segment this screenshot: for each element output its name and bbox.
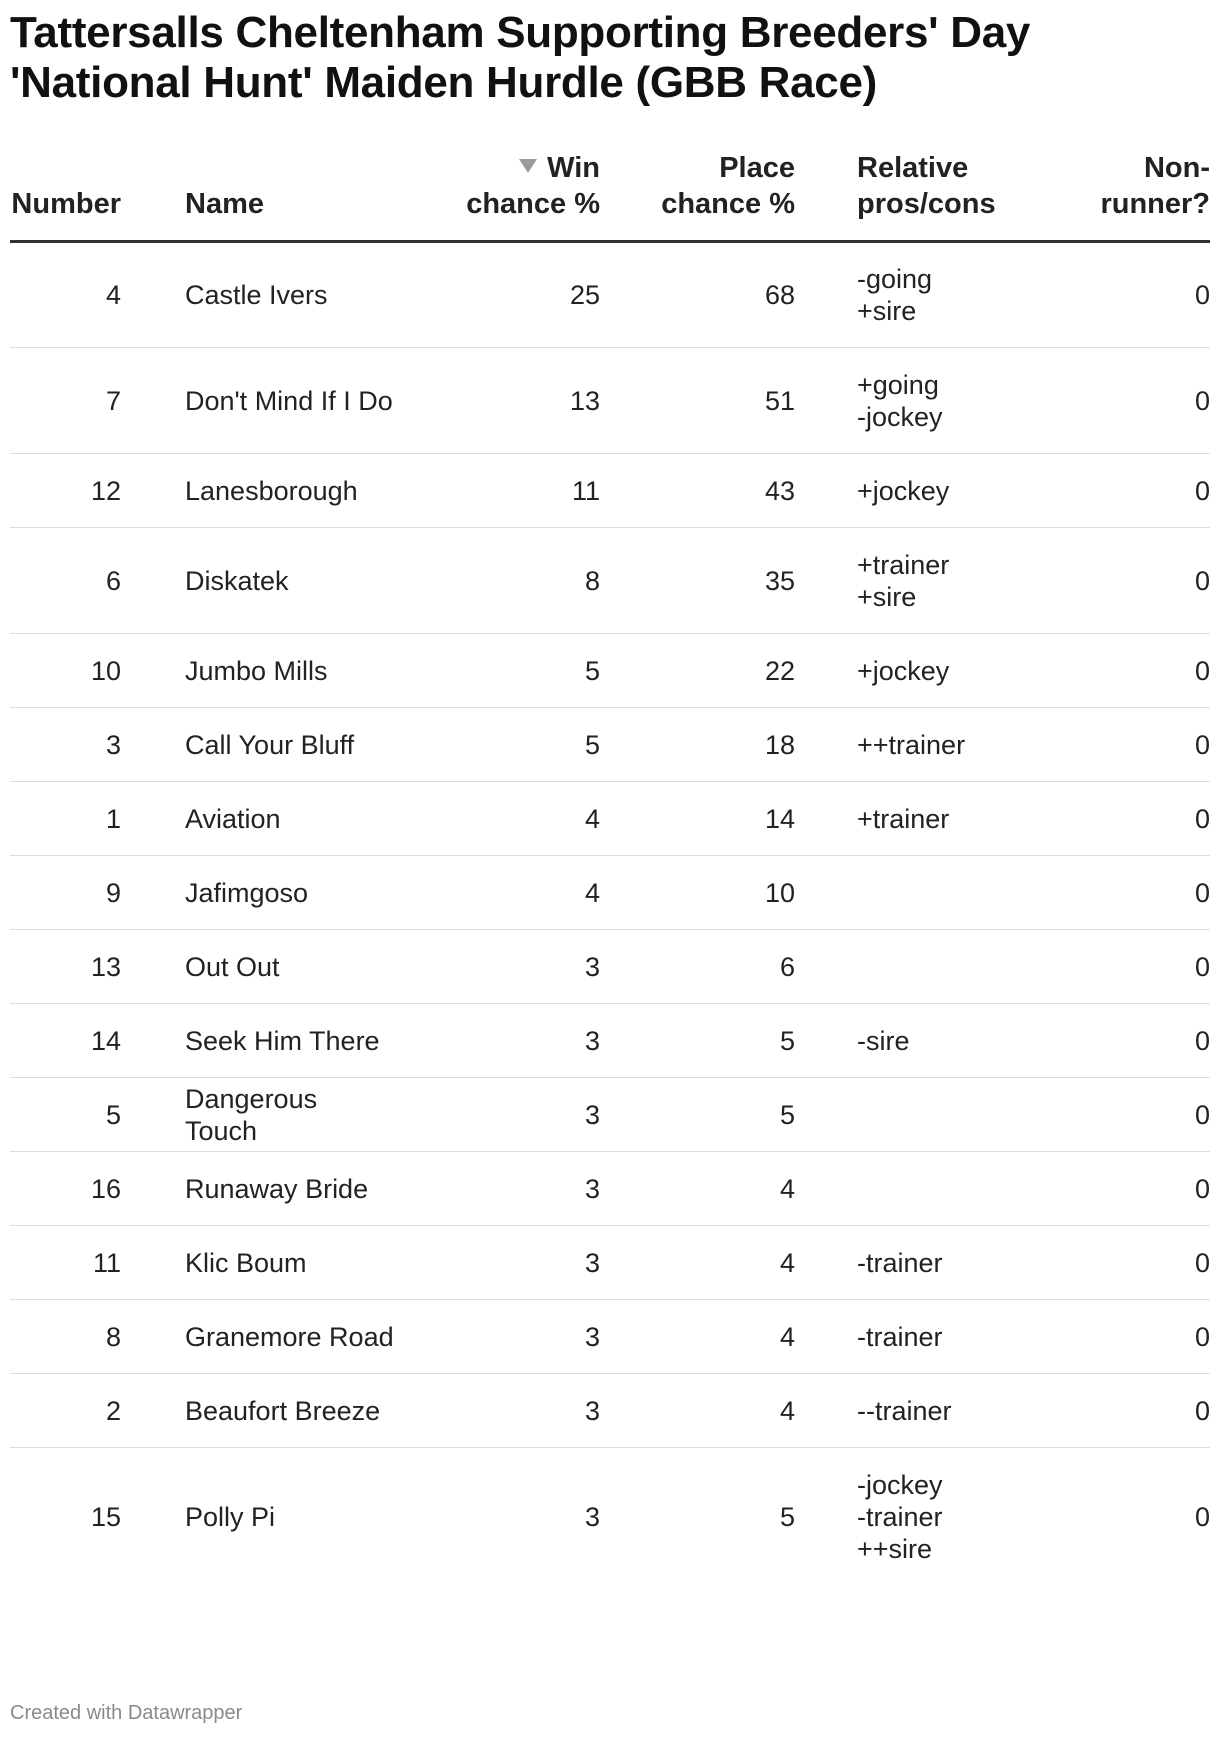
horse-name: Polly Pi [185, 1501, 276, 1532]
cell-non-runner: 0 [1025, 782, 1210, 856]
cell-name [185, 242, 400, 348]
horse-name: Don't Mind If I Do [185, 385, 393, 416]
cell-non-runner: 0 [1025, 528, 1210, 634]
cell-place-chance: 5 [779, 1501, 795, 1532]
cell-win-chance: 4 [400, 856, 600, 930]
cell-win-chance: 13 [400, 348, 600, 454]
table-row [10, 1300, 1210, 1374]
table-row [10, 782, 1210, 856]
horse-name: Granemore Road [185, 1321, 394, 1352]
cell-name [185, 1152, 400, 1226]
cell-win-chance: 3 [400, 1078, 600, 1152]
cell-name [185, 1374, 400, 1448]
horse-name: Beaufort Breeze [185, 1395, 381, 1426]
cell-non-runner: 0 [1025, 348, 1210, 454]
horse-name: Dangerous Touch [185, 1083, 318, 1146]
cell-number: 13 [10, 930, 185, 1004]
table-row [10, 930, 1210, 1004]
cell-name [185, 930, 400, 1004]
horse-name: Call Your Bluff [185, 729, 355, 760]
table-row [10, 634, 1210, 708]
data-table [10, 150, 1210, 1586]
cell-pros-cons [795, 856, 1025, 930]
cell-non-runner: 0 [1025, 454, 1210, 528]
cell-number: 7 [10, 348, 185, 454]
cell-win-chance: 3 [400, 1004, 600, 1078]
pros-cons-item: -going [857, 264, 933, 294]
horse-name: Lanesborough [185, 475, 358, 506]
cell-place-chance: 4 [600, 1152, 795, 1226]
table-row [10, 348, 1210, 454]
cell-name [185, 1078, 400, 1152]
cell-win-chance: 11 [400, 454, 600, 528]
cell-pros-cons [795, 1448, 1025, 1586]
cell-number: 11 [10, 1226, 185, 1300]
cell-pros-cons [795, 348, 1025, 454]
table-row [10, 242, 1210, 348]
cell-place-chance: 14 [600, 782, 795, 856]
cell-name [185, 1226, 400, 1300]
cell-non-runner: 0 [1025, 1152, 1210, 1226]
cell-number: 14 [10, 1004, 185, 1078]
cell-place-chance: 43 [600, 454, 795, 528]
pros-cons-item: -sire [857, 1025, 910, 1056]
cell-place-chance: 4 [600, 1300, 795, 1374]
cell-pros-cons [795, 1374, 1025, 1448]
horse-name: Castle Ivers [185, 280, 328, 310]
cell-win-chance: 3 [400, 930, 600, 1004]
cell-win-chance: 25 [400, 242, 600, 348]
cell-name [185, 1004, 400, 1078]
cell-win-chance: 4 [400, 782, 600, 856]
cell-place-chance: 10 [600, 856, 795, 930]
cell-number: 12 [10, 454, 185, 528]
cell-non-runner: 0 [1025, 242, 1210, 348]
horse-name: Aviation [185, 803, 281, 834]
cell-place-chance: 5 [600, 1004, 795, 1078]
table-row [10, 1374, 1210, 1448]
horse-name: Seek Him There [185, 1025, 380, 1056]
cell-place-chance: 51 [600, 348, 795, 454]
cell-pros-cons [795, 930, 1025, 1004]
column-header-number[interactable]: Number [10, 150, 185, 242]
cell-place-chance: 5 [600, 1078, 795, 1152]
pros-cons-item: +sire [857, 581, 917, 612]
cell-non-runner: 0 [1194, 1501, 1210, 1532]
cell-name [185, 634, 400, 708]
column-header-place-chance[interactable]: Place chance % [600, 150, 795, 242]
cell-number: 2 [10, 1374, 185, 1448]
cell-non-runner: 0 [1025, 1078, 1210, 1152]
cell-place-chance: 4 [600, 1226, 795, 1300]
chart-title: Tattersalls Cheltenham Supporting Breeders' Day 'National Hunt' Maiden Hurdle (GBB Race) [10, 8, 1031, 107]
column-header-non-runner[interactable]: Non- runner? [1025, 150, 1210, 242]
table-row [10, 1226, 1210, 1300]
horse-name: Jumbo Mills [185, 655, 328, 686]
cell-win-chance: 3 [400, 1152, 600, 1226]
table-row [10, 454, 1210, 528]
cell-non-runner: 0 [1025, 1004, 1210, 1078]
cell-non-runner: 0 [1025, 634, 1210, 708]
cell-place-chance: 18 [600, 708, 795, 782]
pros-cons-item: +jockey [857, 475, 950, 506]
cell-name [185, 708, 400, 782]
pros-cons-item: +going [857, 369, 939, 400]
cell-name [185, 782, 400, 856]
table-body [10, 242, 1210, 1586]
cell-name [185, 856, 400, 930]
sort-descending-icon [519, 159, 537, 173]
table-row [10, 1004, 1210, 1078]
cell-number: 15 [90, 1501, 121, 1532]
cell-number: 3 [10, 708, 185, 782]
horse-name: Out Out [185, 951, 280, 982]
cell-pros-cons [795, 242, 1025, 348]
cell-number: 9 [10, 856, 185, 930]
horse-name: Runaway Bride [185, 1173, 369, 1204]
footer-credit: Created with Datawrapper [10, 1702, 243, 1724]
cell-pros-cons [795, 528, 1025, 634]
cell-place-chance: 6 [600, 930, 795, 1004]
pros-cons-item: +trainer [857, 803, 950, 834]
cell-number: 5 [10, 1078, 185, 1152]
cell-pros-cons [795, 1004, 1025, 1078]
horse-name: Diskatek [185, 565, 289, 596]
table-row [10, 708, 1210, 782]
cell-pros-cons [795, 1152, 1025, 1226]
pros-cons-item: --trainer [857, 1395, 952, 1426]
pros-cons-item: -jockey [857, 401, 943, 432]
cell-pros-cons [795, 454, 1025, 528]
horse-name: Jafimgoso [185, 877, 309, 908]
cell-win-chance: 3 [584, 1501, 600, 1532]
cell-name [185, 528, 400, 634]
cell-place-chance: 68 [600, 242, 795, 348]
column-header-name[interactable]: Name [185, 150, 400, 242]
horse-name: Klic Boum [185, 1247, 307, 1278]
table-row [10, 1448, 1210, 1586]
cell-win-chance: 8 [400, 528, 600, 634]
cell-place-chance: 4 [600, 1374, 795, 1448]
pros-cons-item: +sire [857, 296, 917, 326]
cell-pros-cons [795, 1300, 1025, 1374]
pros-cons-item: -trainer [857, 1247, 943, 1278]
pros-cons-item: -jockey [857, 1469, 943, 1500]
cell-pros-cons [795, 708, 1025, 782]
cell-non-runner: 0 [1025, 930, 1210, 1004]
cell-non-runner: 0 [1025, 856, 1210, 930]
cell-pros-cons [795, 1226, 1025, 1300]
cell-non-runner: 0 [1025, 1374, 1210, 1448]
cell-number: 8 [10, 1300, 185, 1374]
pros-cons-item: ++trainer [857, 729, 966, 760]
cell-place-chance: 22 [600, 634, 795, 708]
pros-cons-item: +trainer [857, 549, 950, 580]
pros-cons-item: -trainer [857, 1501, 943, 1532]
cell-name [185, 348, 400, 454]
cell-pros-cons [795, 782, 1025, 856]
table-row [10, 1078, 1210, 1152]
cell-number: 4 [10, 242, 185, 348]
column-header-pros-cons[interactable]: Relative pros/cons [795, 150, 1025, 242]
cell-name [185, 454, 400, 528]
cell-place-chance: 35 [600, 528, 795, 634]
table-row [10, 856, 1210, 930]
chart-container [10, 0, 1210, 1724]
cell-win-chance: 3 [400, 1374, 600, 1448]
cell-name [185, 1300, 400, 1374]
table-row [10, 1152, 1210, 1226]
cell-win-chance: 5 [400, 634, 600, 708]
cell-number: 6 [10, 528, 185, 634]
cell-win-chance: 5 [400, 708, 600, 782]
table-header-row [10, 150, 1210, 242]
cell-non-runner: 0 [1025, 1226, 1210, 1300]
cell-number: 16 [10, 1152, 185, 1226]
cell-pros-cons [795, 1078, 1025, 1152]
pros-cons-item: ++sire [857, 1533, 933, 1564]
pros-cons-item: -trainer [857, 1321, 943, 1352]
cell-pros-cons [795, 634, 1025, 708]
cell-number: 1 [10, 782, 185, 856]
column-header-win-chance[interactable]: Win chance % [400, 150, 600, 242]
cell-non-runner: 0 [1025, 708, 1210, 782]
pros-cons-item: +jockey [857, 655, 950, 686]
cell-number: 10 [10, 634, 185, 708]
cell-name [185, 1448, 400, 1586]
cell-win-chance: 3 [400, 1300, 600, 1374]
table-row [10, 528, 1210, 634]
cell-non-runner: 0 [1025, 1300, 1210, 1374]
cell-win-chance: 3 [400, 1226, 600, 1300]
